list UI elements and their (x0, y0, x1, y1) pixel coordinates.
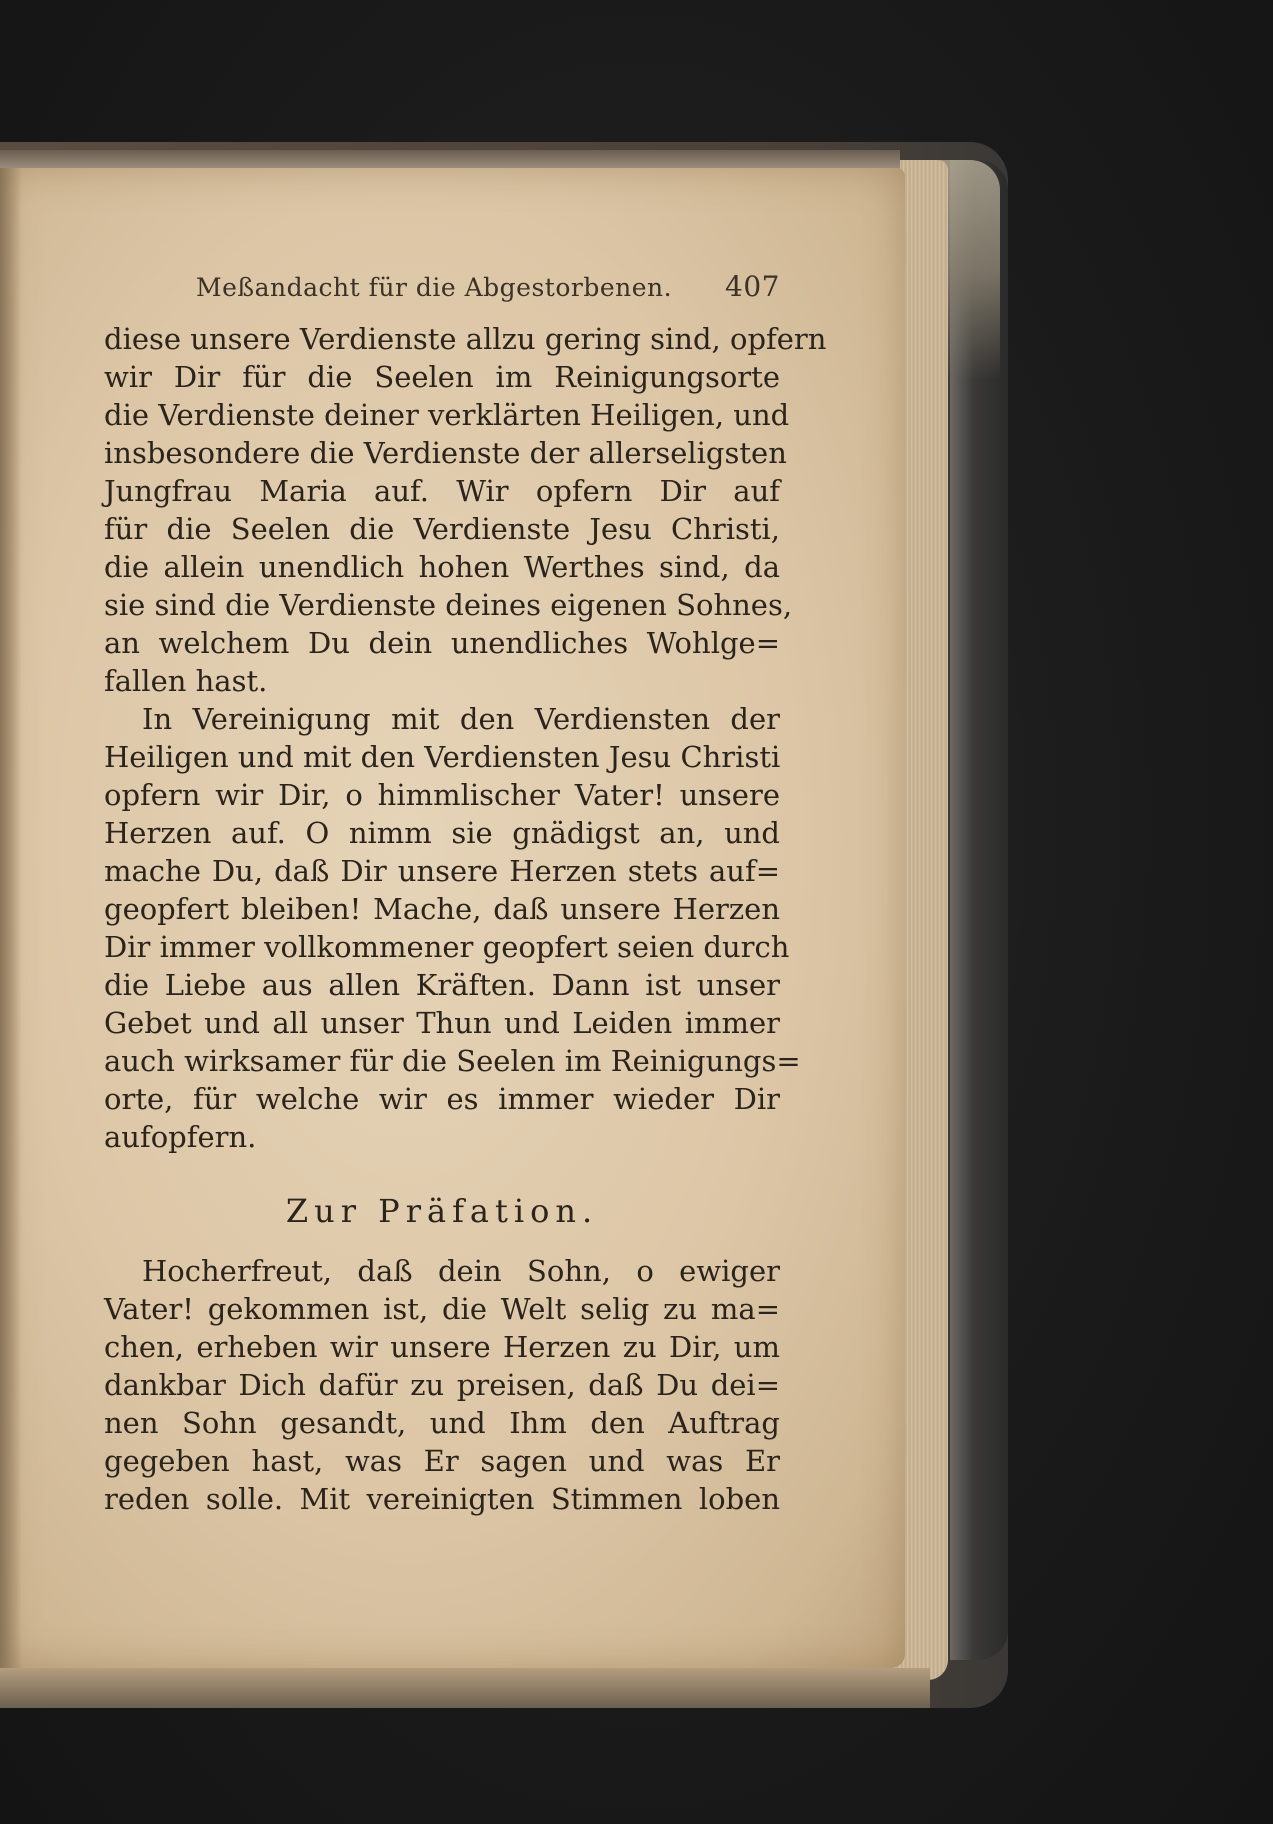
section-heading: Zur Präfation. (285, 1192, 599, 1230)
running-head (196, 270, 780, 320)
text-line: gegeben hast, was Er sagen und was Er (104, 1444, 780, 1478)
text-line: die allein unendlich hohen Werthes sind, da (104, 550, 780, 584)
text-line: Herzen auf. O nimm sie gnädigst an, und (104, 816, 780, 850)
text-line: Heiligen und mit den Verdiensten Jesu Christi (104, 740, 781, 774)
text-line: chen, erheben wir unsere Herzen zu Dir, um (104, 1330, 780, 1364)
text-line: Gebet und all unser Thun und Leiden immer (104, 1006, 780, 1040)
text-line: für die Seelen die Verdienste Jesu Christi, (104, 512, 780, 546)
page-number: 407 (725, 270, 780, 303)
text-line: nen Sohn gesandt, und Ihm den Auftrag (104, 1406, 780, 1440)
text-line: Dir immer vollkommener geopfert seien durch (104, 930, 790, 964)
text-line: an welchem Du dein unendliches Wohlge= (104, 626, 780, 660)
text-line: reden solle. Mit vereinigten Stimmen loben (104, 1482, 780, 1516)
text-line: sie sind die Verdienste deines eigenen Sohnes, (104, 588, 793, 622)
text-line: mache Du, daß Dir unsere Herzen stets auf= (104, 854, 780, 888)
text-line: opfern wir Dir, o himmlischer Vater! unsere (104, 778, 780, 812)
text-line: geopfert bleiben! Mache, daß unsere Herzen (104, 892, 780, 926)
cover-wear-mark (940, 160, 1000, 380)
text-line: auch wirksamer für die Seelen im Reinigungs= (104, 1044, 801, 1078)
text-line: orte, für welche wir es immer wieder Dir (104, 1082, 780, 1116)
text-line: fallen hast. (104, 664, 268, 698)
text-line: insbesondere die Verdienste der allerseligsten (104, 436, 787, 470)
paragraph-3 (104, 1252, 780, 1518)
page-bottom-edge (0, 1668, 930, 1708)
text-line: Vater! gekommen ist, die Welt selig zu ma= (104, 1292, 780, 1326)
page-gutter-shadow (0, 168, 22, 1668)
text-line: Hocherfreut, daß dein Sohn, o ewiger (142, 1254, 780, 1288)
text-line: dankbar Dich dafür zu preisen, daß Du dei= (104, 1368, 780, 1402)
text-line: die Liebe aus allen Kräften. Dann ist unser (104, 968, 780, 1002)
text-line: aufopfern. (104, 1120, 257, 1154)
text-line: Jungfrau Maria auf. Wir opfern Dir auf (104, 474, 780, 508)
text-line: wir Dir für die Seelen im Reinigungsorte (104, 360, 780, 394)
paragraph-1 (104, 320, 827, 700)
paragraph-2 (104, 700, 801, 1156)
text-line: In Vereinigung mit den Verdiensten der (142, 702, 780, 736)
text-line: die Verdienste deiner verklärten Heiligen, und (104, 398, 790, 432)
text-line: diese unsere Verdienste allzu gering sind, opfern (104, 322, 827, 356)
book-cover-edge (950, 160, 1008, 1660)
running-head-title: Meßandacht für die Abgestorbenen. (196, 273, 673, 302)
page-text-block (104, 270, 827, 1518)
